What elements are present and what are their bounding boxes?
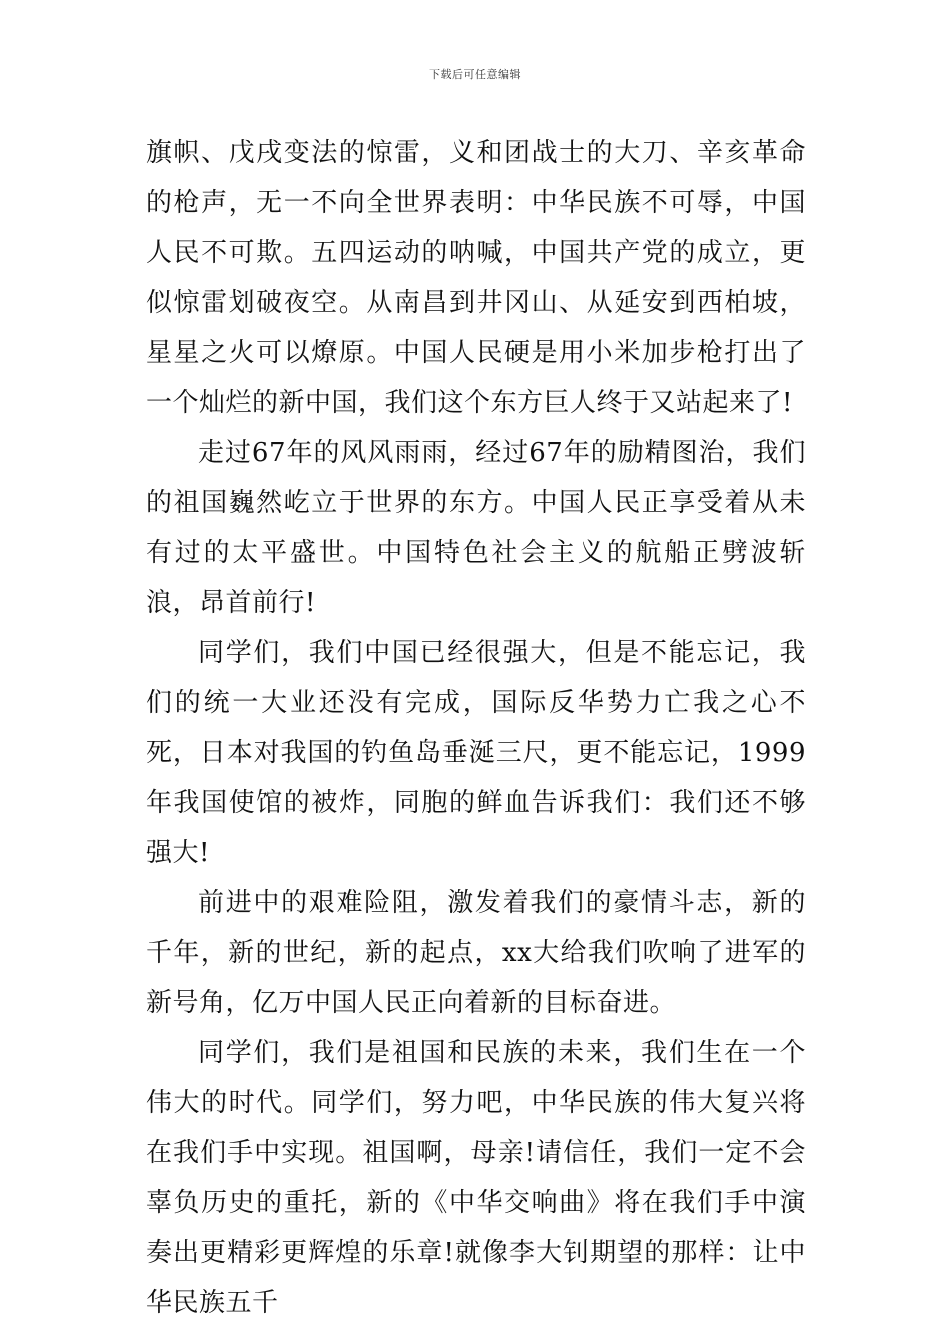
paragraph-5: 同学们，我们是祖国和民族的未来，我们生在一个伟大的时代。同学们，努力吧，中华民族的伟大复兴将在我们手中实现。祖国啊，母亲!请信任，我们一定不会辜负历史的重托，新的《中华交响曲》将在我们手中演奏出更精彩更辉煌的乐章!就像李大钊期望的那样：让中华民族五千	[146, 1038, 806, 1318]
paragraph-4: 前进中的艰难险阻，激发着我们的豪情斗志，新的千年，新的世纪，新的起点，xx大给我们吹响了进军的新号角，亿万中国人民正向着新的目标奋进。	[146, 888, 806, 1018]
document-body	[146, 128, 806, 1328]
page-header: 下载后可任意编辑	[429, 68, 521, 81]
paragraph-2: 走过67年的风风雨雨，经过67年的励精图治，我们的祖国巍然屹立于世界的东方。中国人民正享受着从未有过的太平盛世。中国特色社会主义的航船正劈波斩浪，昂首前行!	[146, 438, 806, 618]
paragraph-3: 同学们，我们中国已经很强大，但是不能忘记，我们的统一大业还没有完成，国际反华势力亡我之心不死，日本对我国的钓鱼岛垂涎三尺，更不能忘记，1999年我国使馆的被炸，同胞的鲜血告诉我们：我们还不够强大!	[146, 638, 806, 868]
paragraph-1: 旗帜、戊戌变法的惊雷，义和团战士的大刀、辛亥革命的枪声，无一不向全世界表明：中华民族不可辱，中国人民不可欺。五四运动的呐喊，中国共产党的成立，更似惊雷划破夜空。从南昌到井冈山、从延安到西柏坡，星星之火可以燎原。中国人民硬是用小米加步枪打出了一个灿烂的新中国，我们这个东方巨人终于又站起来了!	[146, 138, 806, 418]
